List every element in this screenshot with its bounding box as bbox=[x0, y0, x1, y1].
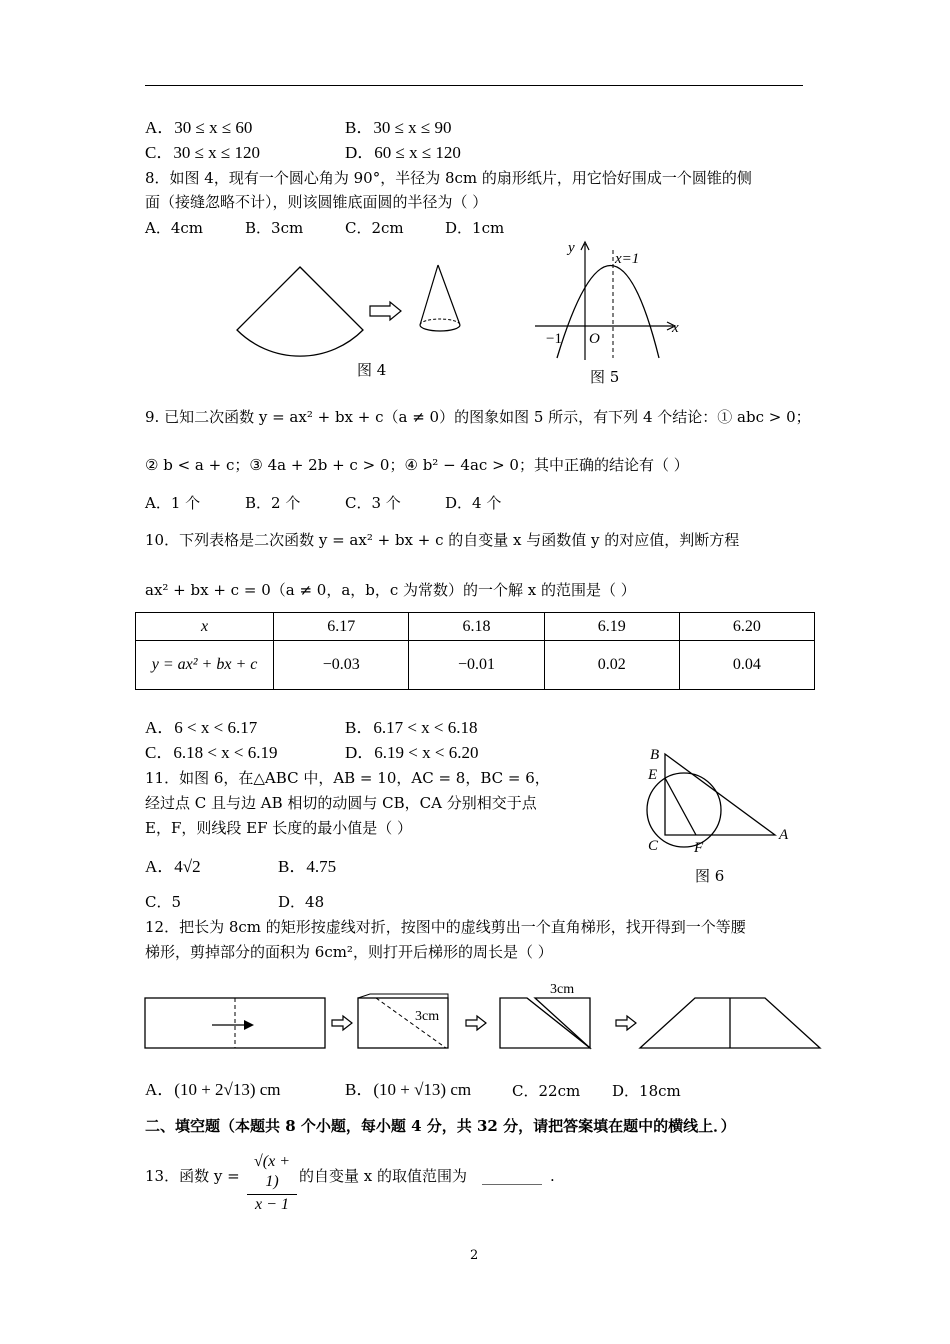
q8-option-b: B．3cm bbox=[245, 219, 304, 237]
table-header-y: y = ax² + bx + c bbox=[136, 641, 274, 690]
q11-option-b: B．4.75 bbox=[278, 857, 337, 876]
q9-option-b: B．2 个 bbox=[245, 494, 301, 512]
q7-option-d: D．60 ≤ x ≤ 120 bbox=[345, 143, 461, 162]
label-f: F bbox=[694, 840, 704, 856]
q10-text-line2: ax² + bx + c = 0（a ≠ 0，a，b，c 为常数）的一个解 x 的范围是（ ） bbox=[145, 581, 636, 599]
figure-4 bbox=[225, 255, 485, 385]
fig5-x-label: x bbox=[672, 320, 679, 336]
q13-numerator: √(x + 1) bbox=[253, 1153, 290, 1190]
q10-option-a: A．6 < x < 6.17 bbox=[145, 718, 258, 737]
q8-text-line1: 8．如图 4，现有一个圆心角为 90°，半径为 8cm 的扇形纸片，用它恰好围成一个圆锥的侧 bbox=[145, 169, 752, 187]
q9-text-line2: ② b < a + c；③ 4a + 2b + c > 0；④ b² − 4ac > 0；其中正确的结论有（ ） bbox=[145, 456, 689, 474]
table-cell: 6.17 bbox=[274, 613, 409, 641]
q13-prefix: 13．函数 y = bbox=[145, 1167, 240, 1185]
q11-option-d: D．48 bbox=[278, 893, 325, 911]
q8-option-a: A．4cm bbox=[145, 219, 204, 237]
label-a: A bbox=[779, 827, 789, 843]
arrow-icon bbox=[332, 1016, 352, 1030]
fig5-axis-label: x=1 bbox=[615, 251, 640, 267]
q13-denominator: x − 1 bbox=[247, 1194, 297, 1215]
table-cell: 6.19 bbox=[544, 613, 679, 641]
q11-text-line2: 经过点 C 且与边 AB 相切的动圆与 CB，CA 分别相交于点 bbox=[145, 794, 537, 812]
triangle-abc bbox=[665, 754, 775, 835]
table-cell: −0.03 bbox=[274, 641, 409, 690]
label-e: E bbox=[648, 767, 658, 783]
value-table bbox=[135, 612, 815, 690]
q8-option-c: C．2cm bbox=[345, 219, 404, 237]
q12-text-line2: 梯形，剪掉部分的面积为 6cm²，则打开后梯形的周长是（ ） bbox=[145, 943, 553, 961]
table-row bbox=[136, 641, 815, 690]
cut-piece bbox=[535, 998, 590, 1048]
q9-option-a: A．1 个 bbox=[145, 494, 201, 512]
fig4-caption: 图 4 bbox=[357, 361, 387, 379]
table-cell: 0.02 bbox=[544, 641, 679, 690]
q7-option-c: C．30 ≤ x ≤ 120 bbox=[145, 143, 260, 162]
q13-end: . bbox=[550, 1167, 555, 1185]
q10-option-b: B．6.17 < x < 6.18 bbox=[345, 718, 478, 737]
table-row bbox=[136, 613, 815, 641]
q11-option-a: A．4√2 bbox=[145, 857, 201, 876]
fig6-caption: 图 6 bbox=[695, 867, 725, 885]
table-cell: −0.01 bbox=[409, 641, 544, 690]
q7-option-b: B．30 ≤ x ≤ 90 bbox=[345, 118, 452, 137]
q11-text-line1: 11．如图 6，在△ABC 中，AB = 10，AC = 8，BC = 6， bbox=[145, 769, 550, 787]
table-header-x: x bbox=[136, 613, 274, 641]
fig5-y-label: y bbox=[568, 240, 575, 256]
q9-option-d: D．4 个 bbox=[445, 494, 502, 512]
q7-option-a: A．30 ≤ x ≤ 60 bbox=[145, 118, 253, 137]
label-3cm-a: 3cm bbox=[415, 1009, 440, 1024]
q12-option-a: A．(10 + 2√13) cm bbox=[145, 1080, 281, 1099]
q13-suffix: 的自变量 x 的取值范围为 bbox=[299, 1167, 467, 1185]
parabola-curve bbox=[557, 266, 659, 359]
q9-option-c: C．3 个 bbox=[345, 494, 401, 512]
label-b: B bbox=[650, 747, 660, 763]
q12-text-line1: 12．把长为 8cm 的矩形按虚线对折，按图中的虚线剪出一个直角梯形，找开得到一个等腰 bbox=[145, 918, 746, 936]
q12-option-b: B．(10 + √13) cm bbox=[345, 1080, 472, 1099]
q11-text-line3: E，F，则线段 EF 长度的最小值是（ ） bbox=[145, 819, 413, 837]
figure-5 bbox=[535, 238, 685, 363]
sector-shape bbox=[237, 267, 363, 356]
figure-6 bbox=[640, 742, 800, 857]
table-cell: 6.18 bbox=[409, 613, 544, 641]
q12-option-d: D．18cm bbox=[612, 1082, 681, 1100]
tangent-circle bbox=[647, 773, 721, 847]
q8-option-d: D．1cm bbox=[445, 219, 505, 237]
section-2-heading: 二、填空题（本题共 8 个小题，每小题 4 分，共 32 分，请把答案填在题中的横线上．） bbox=[145, 1117, 736, 1135]
q10-text-line1: 10．下列表格是二次函数 y = ax² + bx + c 的自变量 x 与函数值 y 的对应值，判断方程 bbox=[145, 531, 740, 549]
q9-text-line1: 9. 已知二次函数 y = ax² + bx + c（a ≠ 0）的图象如图 5 所示，有下列 4 个结论：① abc > 0； bbox=[145, 408, 811, 426]
q12-option-c: C．22cm bbox=[512, 1082, 581, 1100]
table-cell: 6.20 bbox=[679, 613, 814, 641]
fold-figure bbox=[140, 975, 830, 1055]
q10-option-d: D．6.19 < x < 6.20 bbox=[345, 743, 479, 762]
label-3cm-b: 3cm bbox=[550, 982, 575, 997]
fig5-origin: O bbox=[589, 331, 600, 347]
cut-trapezoid bbox=[500, 998, 590, 1048]
page-number: 2 bbox=[470, 1248, 479, 1263]
cone-shape bbox=[420, 265, 460, 325]
q10-option-c: C．6.18 < x < 6.19 bbox=[145, 743, 278, 762]
segment-ef bbox=[665, 778, 696, 835]
q13-answer-blank[interactable]: ________ bbox=[482, 1167, 542, 1185]
table-cell: 0.04 bbox=[679, 641, 814, 690]
q13-fraction bbox=[247, 1152, 297, 1217]
q11-option-c: C．5 bbox=[145, 893, 182, 911]
arrow-icon bbox=[466, 1016, 486, 1030]
arrow-icon bbox=[370, 302, 401, 320]
fig5-neg-one: −1 bbox=[546, 331, 562, 347]
arrow-icon bbox=[616, 1016, 636, 1030]
fig5-caption: 图 5 bbox=[590, 368, 620, 386]
header-rule bbox=[145, 85, 803, 86]
q8-text-line2: 面（接缝忽略不计），则该圆锥底面圆的半径为（ ） bbox=[145, 193, 488, 211]
label-c: C bbox=[648, 838, 659, 854]
